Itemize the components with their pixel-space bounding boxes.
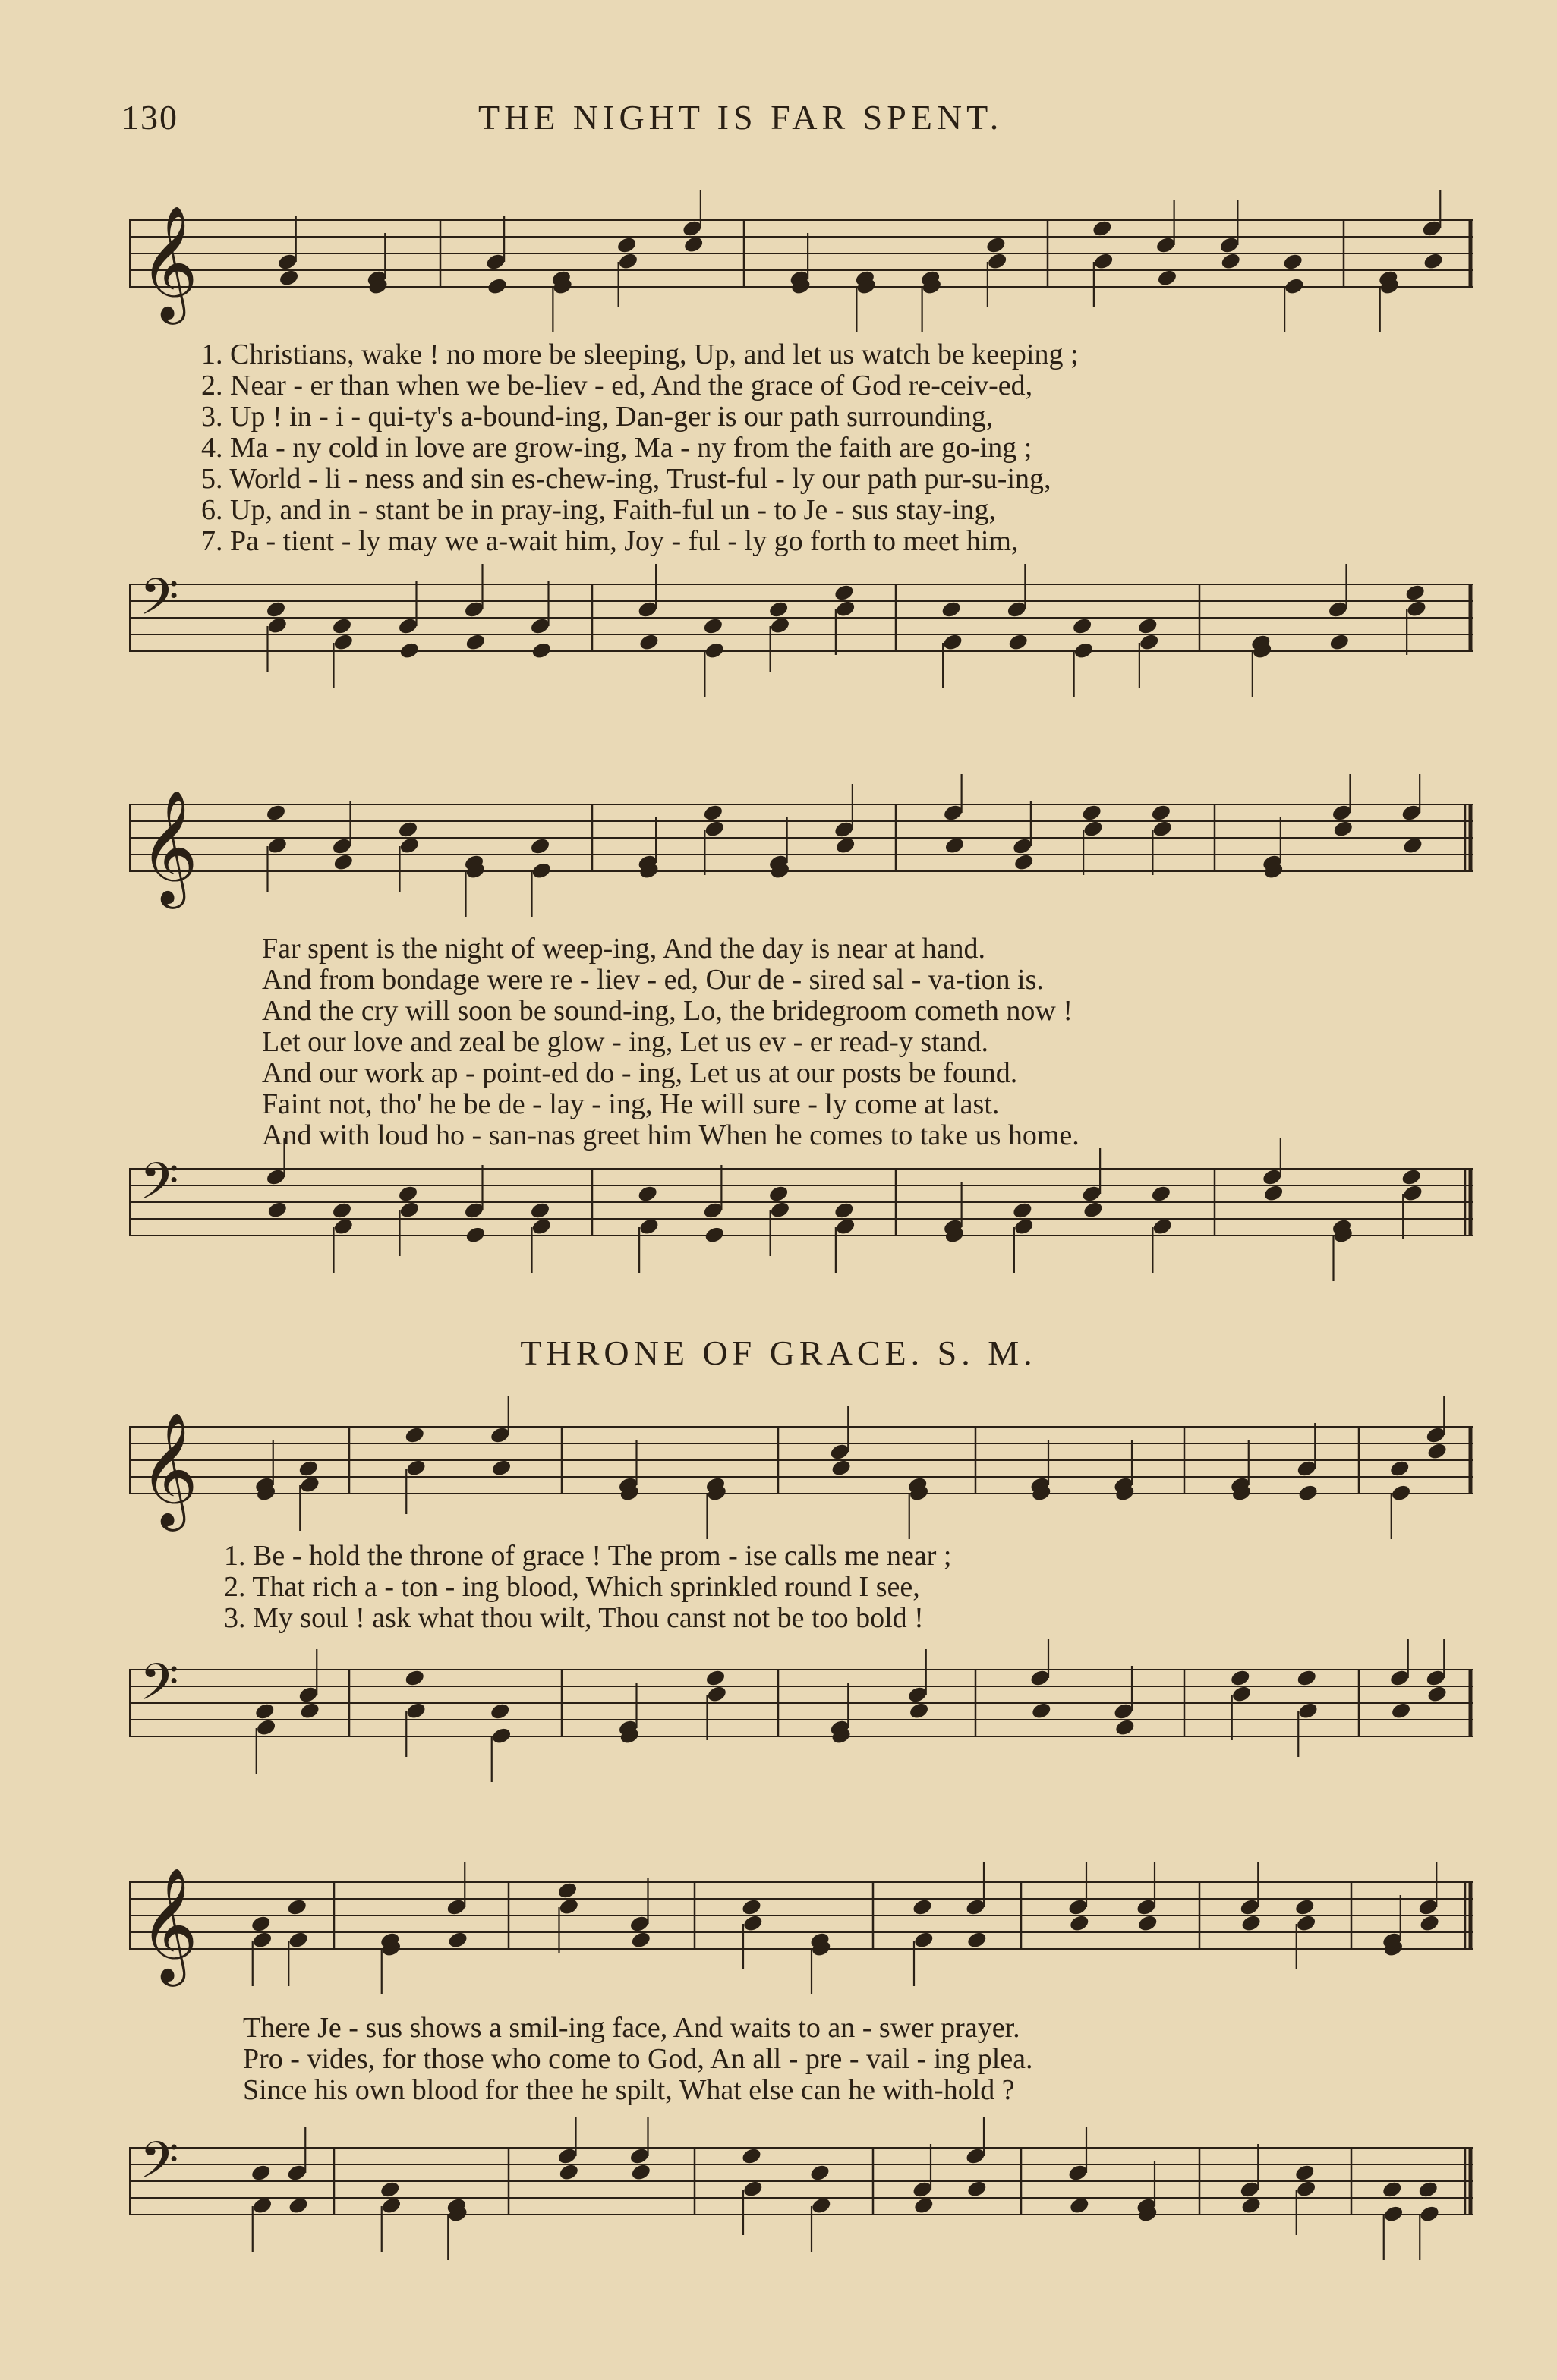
verse-line: Faint not, tho' he be de - lay - ing, He will sure - ly come at last. (262, 1088, 1000, 1120)
notehead (286, 1897, 308, 1917)
notehead (1081, 803, 1103, 823)
notehead (769, 615, 791, 635)
notehead (1220, 251, 1242, 271)
notehead (912, 1897, 934, 1917)
notehead (1297, 1701, 1319, 1720)
notehead (638, 632, 660, 652)
notehead (1091, 219, 1113, 238)
running-title: THE NIGHT IS FAR SPENT. (478, 98, 1004, 137)
notehead (966, 1930, 988, 1950)
notehead (1150, 803, 1172, 823)
verse-line: And from bondage were re - liev - ed, Our de - sired sal - va-tion is. (262, 964, 1044, 996)
hymn1-verse-block-1 (201, 339, 1079, 557)
notehead (912, 2196, 935, 2215)
notehead (702, 803, 724, 823)
notehead (490, 1726, 512, 1746)
notehead (1136, 1913, 1158, 1933)
notehead (1426, 1684, 1448, 1704)
page-number: 130 (121, 98, 178, 137)
hymn2-system-2 (129, 1837, 1473, 2300)
notehead (404, 1668, 426, 1688)
verse-line: And the cry will soon be sound-ing, Lo, the bridegroom cometh now ! (262, 995, 1073, 1027)
notehead (465, 632, 487, 652)
notehead (331, 616, 353, 636)
notehead (1152, 819, 1174, 839)
notehead (704, 1225, 726, 1245)
treble-clef-icon: 𝄞 (140, 1866, 198, 1982)
notehead (1068, 1913, 1090, 1933)
bass-staff (129, 2117, 1473, 2284)
verse-line: 3. Up ! in - i - qui-ty's a-bound-ing, Dan-ger is our path surrounding, (201, 401, 994, 433)
notehead (531, 861, 553, 880)
notehead (1262, 1183, 1284, 1203)
verse-line: Pro - vides, for those who come to God, An all - pre - vail - ing plea. (243, 2043, 1033, 2075)
notehead (255, 1717, 277, 1737)
page-header (121, 97, 1473, 143)
notehead (630, 2162, 652, 2182)
notehead (1402, 836, 1424, 855)
notehead (616, 235, 638, 255)
hymn1-system-2 (129, 759, 1473, 1305)
notehead (638, 1217, 660, 1236)
notehead (1114, 1717, 1136, 1737)
verse-line: And with loud ho - san-nas greet him When he comes to take us home. (262, 1119, 1079, 1151)
treble-clef-icon: 𝄞 (140, 789, 198, 904)
notehead (944, 836, 966, 855)
notehead (1240, 1913, 1262, 1933)
notehead (1068, 2196, 1090, 2215)
notehead (486, 276, 508, 296)
notehead (617, 251, 639, 271)
notehead (1007, 632, 1029, 652)
notehead (1294, 1897, 1316, 1917)
notehead (333, 852, 355, 872)
notehead (704, 1668, 726, 1688)
notehead (278, 268, 300, 288)
notehead (397, 1184, 419, 1204)
verse-line: And our work ap - point-ed do - ing, Let us at our posts be found. (262, 1057, 1018, 1089)
notehead (831, 1458, 853, 1478)
notehead (834, 1217, 856, 1236)
notehead (810, 2196, 832, 2215)
verse-line: Let our love and zeal be glow - ing, Let us ev - er read-y stand. (262, 1026, 989, 1058)
notehead (1282, 252, 1304, 272)
notehead (266, 1200, 288, 1220)
treble-clef-icon: 𝄞 (140, 1411, 198, 1526)
notehead (1390, 1701, 1412, 1720)
notehead (1071, 616, 1093, 636)
notehead (908, 1701, 930, 1720)
notehead (405, 1458, 427, 1478)
notehead (1229, 1668, 1251, 1688)
notehead (1136, 616, 1158, 636)
notehead (333, 632, 355, 652)
notehead (702, 616, 724, 636)
notehead (266, 836, 288, 855)
notehead (809, 2163, 831, 2183)
notehead (1404, 583, 1426, 603)
notehead (966, 2179, 988, 2199)
notehead (834, 836, 856, 855)
notehead (251, 1930, 273, 1950)
bass-staff (129, 554, 1473, 751)
notehead (490, 1458, 512, 1478)
verse-line: 1. Be - hold the throne of grace ! The prom - ise calls me near ; (224, 1540, 952, 1572)
notehead (489, 1702, 511, 1721)
notehead (1092, 251, 1114, 271)
notehead (399, 1200, 421, 1220)
notehead (986, 251, 1008, 271)
verse-line: 6. Up, and in - stant be in pray-ing, Faith-ful un - to Je - sus stay-ing, (201, 494, 996, 526)
notehead (1406, 599, 1428, 619)
notehead (1082, 819, 1104, 839)
notehead (742, 1913, 764, 1933)
treble-staff (129, 774, 1473, 926)
hymn2-verse-block-2 (243, 2013, 1033, 2106)
notehead (1381, 2180, 1403, 2199)
notehead (767, 600, 790, 619)
notehead (1332, 819, 1354, 839)
notehead (529, 1201, 551, 1220)
notehead (706, 1684, 728, 1704)
notehead (299, 1701, 321, 1720)
bass-clef-icon: 𝄢 (140, 1653, 179, 1724)
notehead (630, 1930, 652, 1950)
notehead (741, 1897, 763, 1917)
verse-line: 1. Christians, wake ! no more be sleeping, Up, and let us watch be keeping ; (201, 338, 1079, 370)
notehead (399, 836, 421, 855)
notehead (380, 2196, 402, 2215)
notehead (1426, 1441, 1448, 1461)
treble-staff (129, 1852, 1473, 2004)
notehead (1231, 1684, 1253, 1704)
notehead (250, 1914, 272, 1934)
notehead (1150, 1184, 1172, 1204)
notehead (405, 1701, 427, 1720)
notehead (298, 1459, 320, 1478)
notehead (1082, 1200, 1104, 1220)
notehead (1296, 1668, 1318, 1688)
notehead (767, 1184, 790, 1204)
verse-line: There Je - sus shows a smil-ing face, And waits to an - swer prayer. (243, 2012, 1020, 2044)
notehead (985, 235, 1007, 255)
notehead (741, 2146, 763, 2166)
notehead (558, 1897, 580, 1916)
notehead (637, 1184, 659, 1204)
bass-clef-icon: 𝄢 (140, 568, 179, 638)
notehead (331, 1201, 353, 1220)
verse-line: Since his own blood for thee he spilt, What else can he with-hold ? (243, 2074, 1015, 2106)
notehead (404, 1425, 426, 1445)
notehead (1423, 251, 1445, 271)
notehead (251, 2196, 273, 2215)
notehead (397, 820, 419, 839)
notehead (379, 2180, 401, 2199)
bass-clef-icon: 𝄢 (140, 1152, 179, 1223)
notehead (399, 641, 421, 660)
notehead (1328, 632, 1351, 652)
notehead (333, 1217, 355, 1236)
hymn1-system-1 (129, 175, 1473, 751)
notehead (1152, 1217, 1174, 1236)
notehead (265, 803, 287, 823)
notehead (1073, 641, 1095, 660)
notehead (288, 2196, 310, 2215)
notehead (941, 600, 963, 619)
notehead (250, 2163, 272, 2183)
treble-clef-icon: 𝄞 (140, 204, 198, 320)
verse-line: Far spent is the night of weep-ing, And the day is near at hand. (262, 933, 985, 965)
notehead (1156, 268, 1178, 288)
bass-staff (129, 1639, 1473, 1791)
verse-line: 4. Ma - ny cold in love are grow-ing, Ma - ny from the faith are go-ing ; (201, 432, 1032, 464)
notehead (1295, 1913, 1317, 1933)
notehead (769, 1200, 791, 1220)
notehead (1419, 2204, 1441, 2224)
verse-line: 7. Pa - tient - ly may we a-wait him, Joy - ful - ly go forth to meet him, (201, 525, 1019, 557)
notehead (1283, 276, 1305, 296)
notehead (912, 1930, 935, 1950)
notehead (299, 1475, 321, 1494)
notehead (1297, 1483, 1319, 1503)
notehead (531, 1217, 553, 1236)
bass-clef-icon: 𝄢 (140, 2131, 179, 2202)
verse-line: 5. World - li - ness and sin es-chew-ing, Trust-ful - ly our path pur-su-ing, (201, 463, 1051, 495)
notehead (265, 600, 287, 619)
notehead (1390, 1483, 1412, 1503)
bass-staff (129, 1138, 1473, 1305)
notehead (1382, 2204, 1404, 2224)
notehead (266, 615, 288, 635)
notehead (1419, 1913, 1441, 1933)
notehead (1401, 1167, 1423, 1187)
notehead (1030, 1701, 1052, 1720)
notehead (704, 641, 726, 660)
notehead (1013, 852, 1035, 872)
notehead (558, 2162, 580, 2182)
notehead (834, 599, 856, 619)
hymn-title: THRONE OF GRACE. S. M. (520, 1333, 1037, 1372)
notehead (1013, 1217, 1035, 1236)
treble-staff (129, 190, 1473, 342)
notehead (1011, 1201, 1033, 1220)
notehead (1138, 632, 1160, 652)
notehead (1295, 2179, 1317, 2199)
notehead (531, 641, 553, 660)
notehead (833, 1201, 855, 1220)
notehead (465, 1225, 487, 1245)
notehead (1388, 1459, 1410, 1478)
verse-line: 2. That rich a - ton - ing blood, Which sprinkled round I see, (224, 1571, 920, 1603)
verse-line: 3. My soul ! ask what thou wilt, Thou canst not be too bold ! (224, 1602, 924, 1634)
hymn2-system-1 (129, 1381, 1473, 1806)
notehead (254, 1702, 276, 1721)
notehead (742, 2179, 764, 2199)
verse-line: 2. Near - er than when we be-liev - ed, And the grace of God re-ceiv-ed, (201, 370, 1033, 401)
notehead (529, 836, 551, 856)
notehead (1240, 2196, 1262, 2215)
notehead (1402, 1183, 1424, 1203)
notehead (682, 235, 704, 254)
notehead (288, 1930, 310, 1950)
notehead (447, 1930, 469, 1950)
notehead (833, 583, 855, 603)
hymn2-verse-block-1 (224, 1541, 951, 1634)
treble-staff (129, 1396, 1473, 1548)
hymn1-verse-block-2 (262, 933, 1079, 1151)
notehead (1294, 2163, 1316, 2183)
notehead (1417, 2180, 1439, 2199)
notehead (941, 632, 963, 652)
notehead (556, 1881, 578, 1900)
notehead (704, 819, 726, 839)
